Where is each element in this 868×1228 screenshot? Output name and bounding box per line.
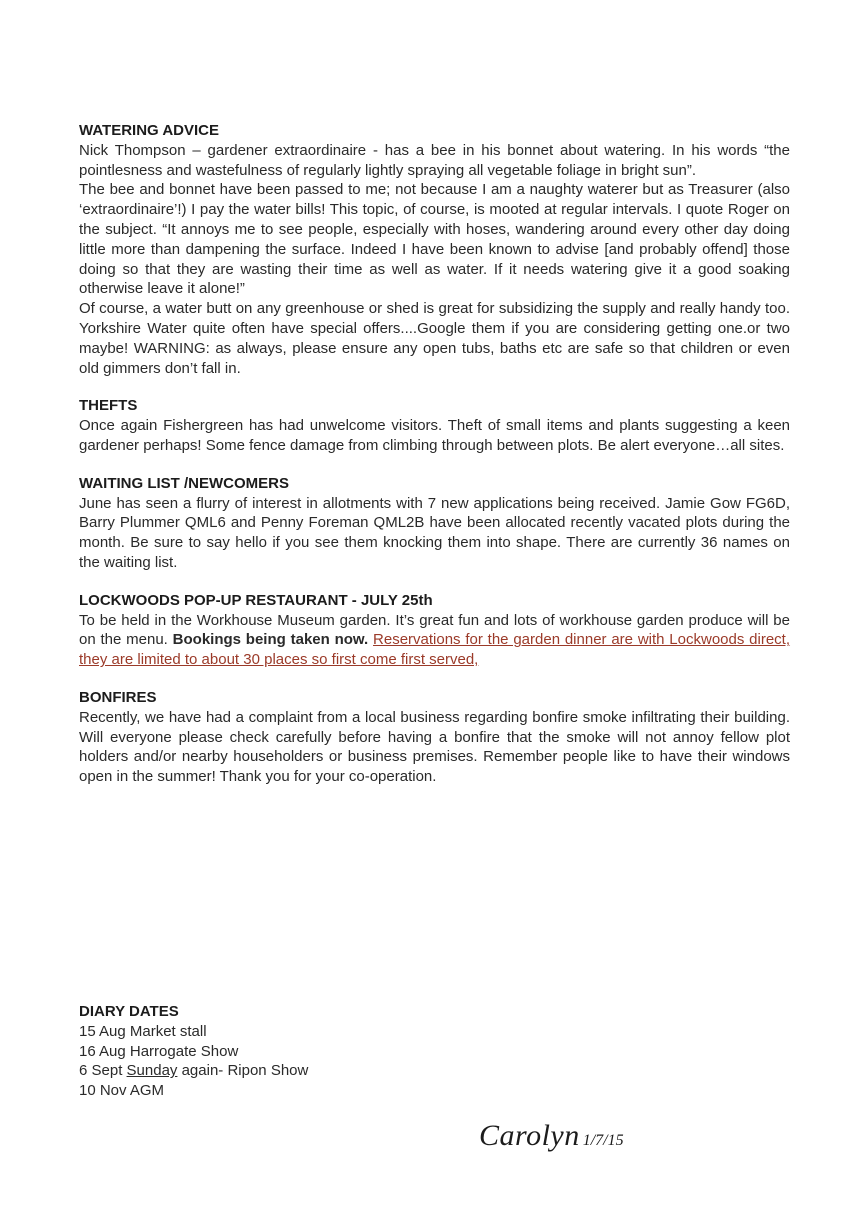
thefts-paragraph: Once again Fishergreen has had unwelcome visitors. Theft of small items and plants suggesting a keen gardener perhaps! Some fence damage from climbing through between plots. Be alert everyone…all sites. — [79, 417, 790, 454]
bonfires-heading: BONFIRES — [79, 688, 157, 706]
section-lockwoods-restaurant — [79, 591, 790, 670]
section-waiting-list — [79, 474, 790, 573]
lockwoods-bookings-bold-text: Bookings being taken now. — [172, 631, 374, 649]
lockwoods-heading: LOCKWOODS POP-UP RESTAURANT - JULY 25th — [79, 591, 433, 609]
signature — [79, 1119, 790, 1153]
diary-dates-heading: DIARY DATES — [79, 1002, 179, 1020]
signature-name: Carolyn — [479, 1118, 580, 1152]
section-diary-dates — [79, 1002, 790, 1101]
lockwoods-reservations-red-text: Reservations for the garden dinner are with Lockwoods direct, they are limited to about 30 places so first come first served, — [79, 631, 791, 669]
diary-entry-agm: 10 Nov AGM — [79, 1082, 165, 1100]
lockwoods-paragraph — [79, 611, 790, 670]
diary-ripon-pre-text: 6 Sept — [79, 1062, 127, 1080]
signature-date: 1/7/15 — [582, 1131, 624, 1149]
watering-advice-heading: WATERING ADVICE — [79, 122, 220, 139]
blank-space — [79, 805, 790, 1002]
lockwoods-intro-text: To be held in the Workhouse Museum garden. It’s great fun and lots of workhouse garden produce will be on the menu. — [79, 611, 790, 649]
watering-paragraph-1: Nick Thompson – gardener extraordinaire - has a bee in his bonnet about watering. In his words “the pointlesness and wastefulness of regularly lightly spraying all vegetable foliage in bright sun”. — [79, 141, 790, 179]
watering-paragraph-2: The bee and bonnet have been passed to me; not because I am a naughty waterer but as Treasurer (also ‘extraordinaire’!) I pay the water bills! This topic, of course, is mooted at regular intervals. I quote Roger on the subject. “It annoys me to see people, especially with hoses, wandering around every other day doing little more than dampening the surface. Indeed I have been known to advise [and probably offend] those doing so that they are wasting their time as well as water. If it needs watering give it a good soaking otherwise leave it alone!” — [79, 181, 790, 298]
diary-entry-market-stall: 15 Aug Market stall — [79, 1022, 207, 1040]
bonfires-paragraph: Recently, we have had a complaint from a local business regarding bonfire smoke infiltrating their building. Will everyone please check carefully before having a bonfire that the smoke will not annoy fellow plot holders and/or nearby householders or business premises. Remember people like to have their windows open in the summer! Thank you for your co-operation. — [79, 708, 790, 786]
diary-entry-harrogate-show: 16 Aug Harrogate Show — [79, 1042, 239, 1060]
diary-ripon-underlined-text: Sunday — [126, 1062, 178, 1080]
waiting-list-paragraph: June has seen a flurry of interest in allotments with 7 new applications being received. Jamie Gow FG6D, Barry Plummer QML6 and Penny Foreman QML2B have been allocated recently vacated plots during the month. Be sure to say hello if you see them knocking them into shape. There are currently 36 names on the waiting list. — [79, 494, 790, 571]
section-bonfires — [79, 688, 790, 787]
watering-paragraph-3: Of course, a water butt on any greenhouse or shed is great for subsidizing the supply and really handy too. Yorkshire Water quite often have special offers....Google them if you are considering getting one.or two maybe! WARNING: as always, please ensure any open tubs, baths etc are safe so that children or even old gimmers don’t fall in. — [79, 300, 790, 377]
section-thefts — [79, 396, 790, 455]
section-watering-advice — [79, 121, 790, 378]
diary-ripon-post-text: again- Ripon Show — [177, 1062, 309, 1080]
thefts-heading: THEFTS — [79, 397, 138, 415]
diary-entry-ripon-show — [79, 1061, 790, 1081]
waiting-list-heading: WAITING LIST /NEWCOMERS — [79, 474, 289, 492]
